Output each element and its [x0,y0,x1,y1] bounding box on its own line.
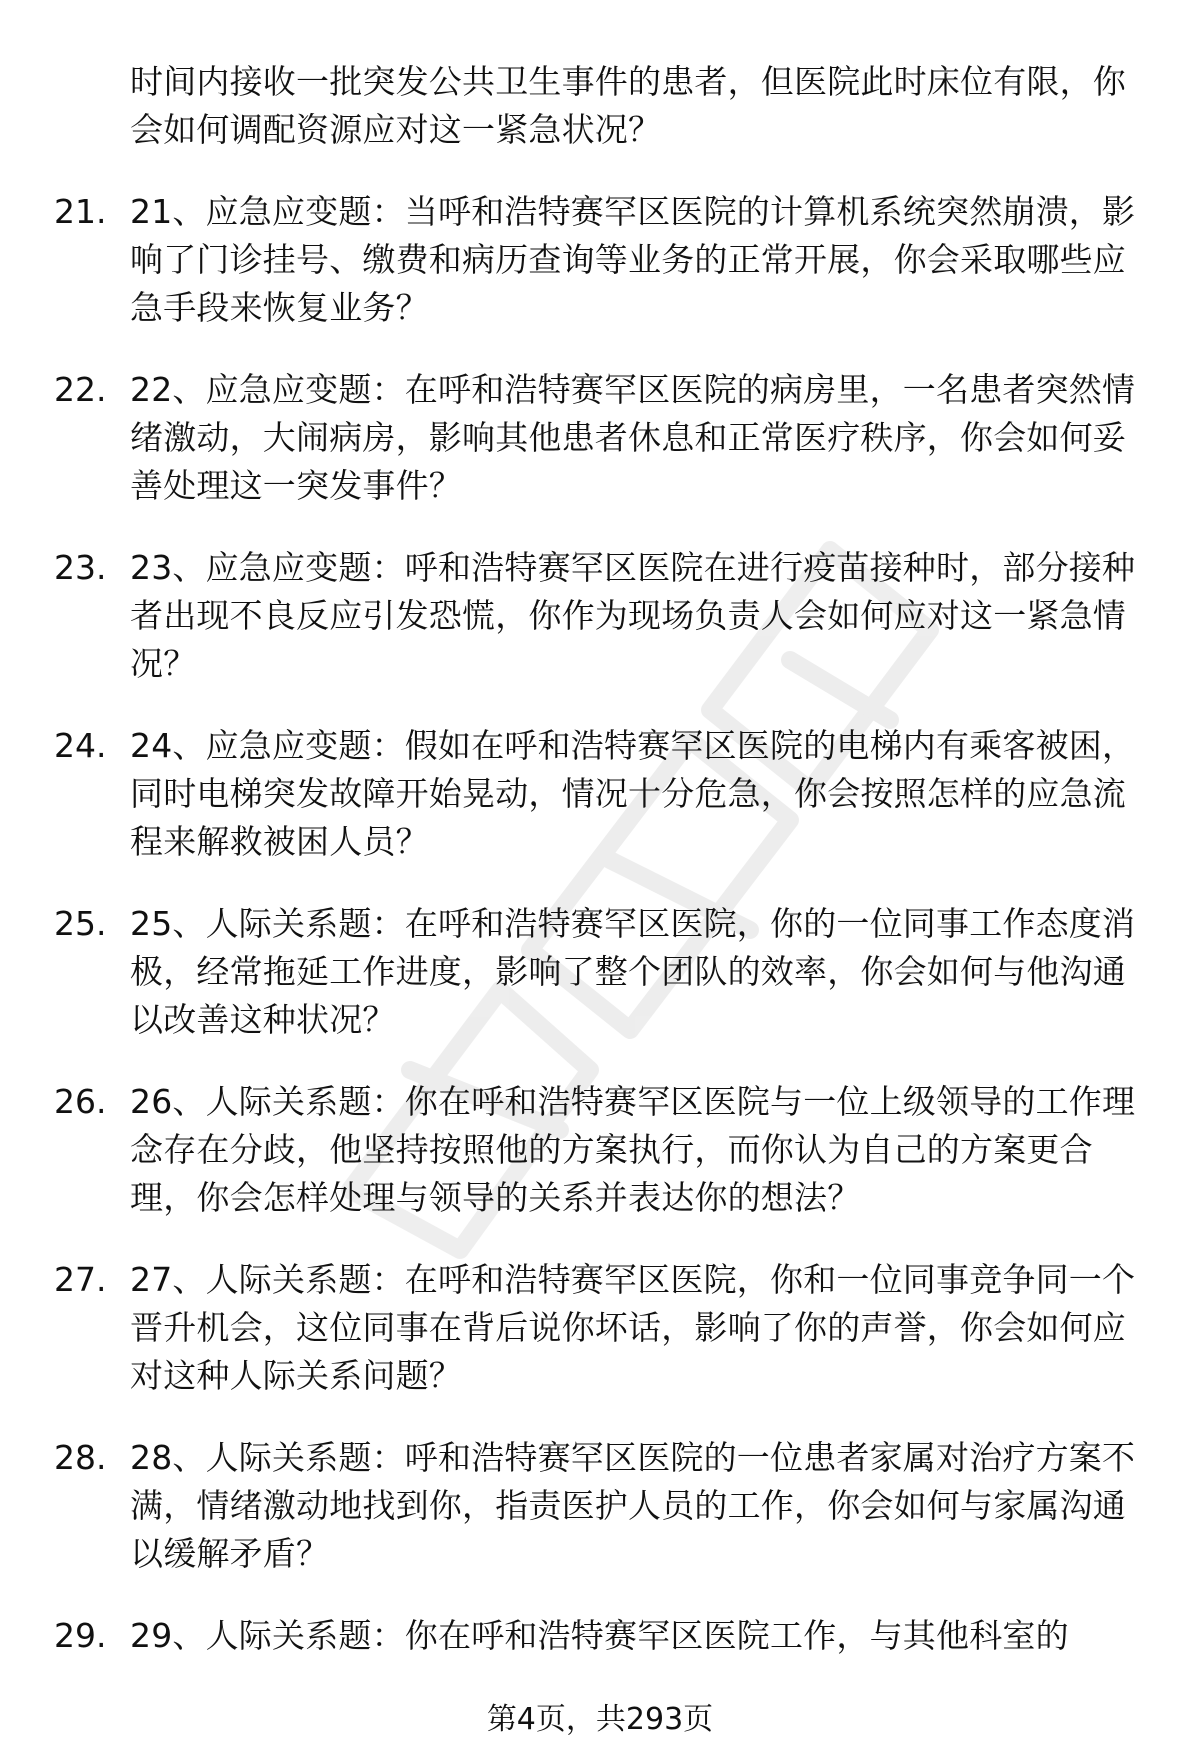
item-number: 24. [54,726,107,765]
item-text: 时间内接收一批突发公共卫生事件的患者，但医院此时床位有限，你会如何调配资源应对这一紧急状况？ [130,62,1126,149]
list-item [0,900,1200,1044]
item-number: 27. [54,1260,107,1299]
list-item [0,1612,1200,1660]
list-item [0,58,1200,154]
page-footer: 第4页，共293页 [486,1702,714,1737]
list-item [0,366,1200,510]
list-item [0,722,1200,866]
item-text: 28、人际关系题：呼和浩特赛罕区医院的一位患者家属对治疗方案不满，情绪激动地找到你，指责医护人员的工作，你会如何与家属沟通以缓解矛盾？ [130,1438,1136,1573]
item-text: 27、人际关系题：在呼和浩特赛罕区医院，你和一位同事竞争同一个晋升机会，这位同事在背后说你坏话，影响了你的声誉，你会如何应对这种人际关系问题？ [130,1260,1136,1395]
item-text: 22、应急应变题：在呼和浩特赛罕区医院的病房里，一名患者突然情绪激动，大闹病房，影响其他患者休息和正常医疗秩序，你会如何妥善处理这一突发事件？ [130,370,1136,505]
item-text: 29、人际关系题：你在呼和浩特赛罕区医院工作，与其他科室的 [130,1616,1069,1655]
list-item [0,1256,1200,1400]
list-item [0,1434,1200,1578]
question-list [0,58,1200,1694]
item-number: 26. [54,1082,107,1121]
item-text: 26、人际关系题：你在呼和浩特赛罕区医院与一位上级领导的工作理念存在分歧，他坚持按照他的方案执行，而你认为自己的方案更合理，你会怎样处理与领导的关系并表达你的想法？ [130,1082,1136,1217]
item-text: 24、应急应变题：假如在呼和浩特赛罕区医院的电梯内有乘客被困，同时电梯突发故障开始晃动，情况十分危急，你会按照怎样的应急流程来解救被困人员？ [130,726,1136,861]
list-item [0,544,1200,688]
item-number: 25. [54,904,107,943]
item-number: 21. [54,192,107,231]
item-text: 21、应急应变题：当呼和浩特赛罕区医院的计算机系统突然崩溃，影响了门诊挂号、缴费和病历查询等业务的正常开展，你会采取哪些应急手段来恢复业务？ [130,192,1136,327]
item-text: 25、人际关系题：在呼和浩特赛罕区医院，你的一位同事工作态度消极，经常拖延工作进度，影响了整个团队的效率，你会如何与他沟通以改善这种状况？ [130,904,1136,1039]
item-number: 28. [54,1438,107,1477]
item-text: 23、应急应变题：呼和浩特赛罕区医院在进行疫苗接种时，部分接种者出现不良反应引发恐慌，你作为现场负责人会如何应对这一紧急情况？ [130,548,1136,683]
item-number: 22. [54,370,107,409]
item-number: 29. [54,1616,107,1655]
item-number: 23. [54,548,107,587]
list-item [0,188,1200,332]
list-item [0,1078,1200,1222]
